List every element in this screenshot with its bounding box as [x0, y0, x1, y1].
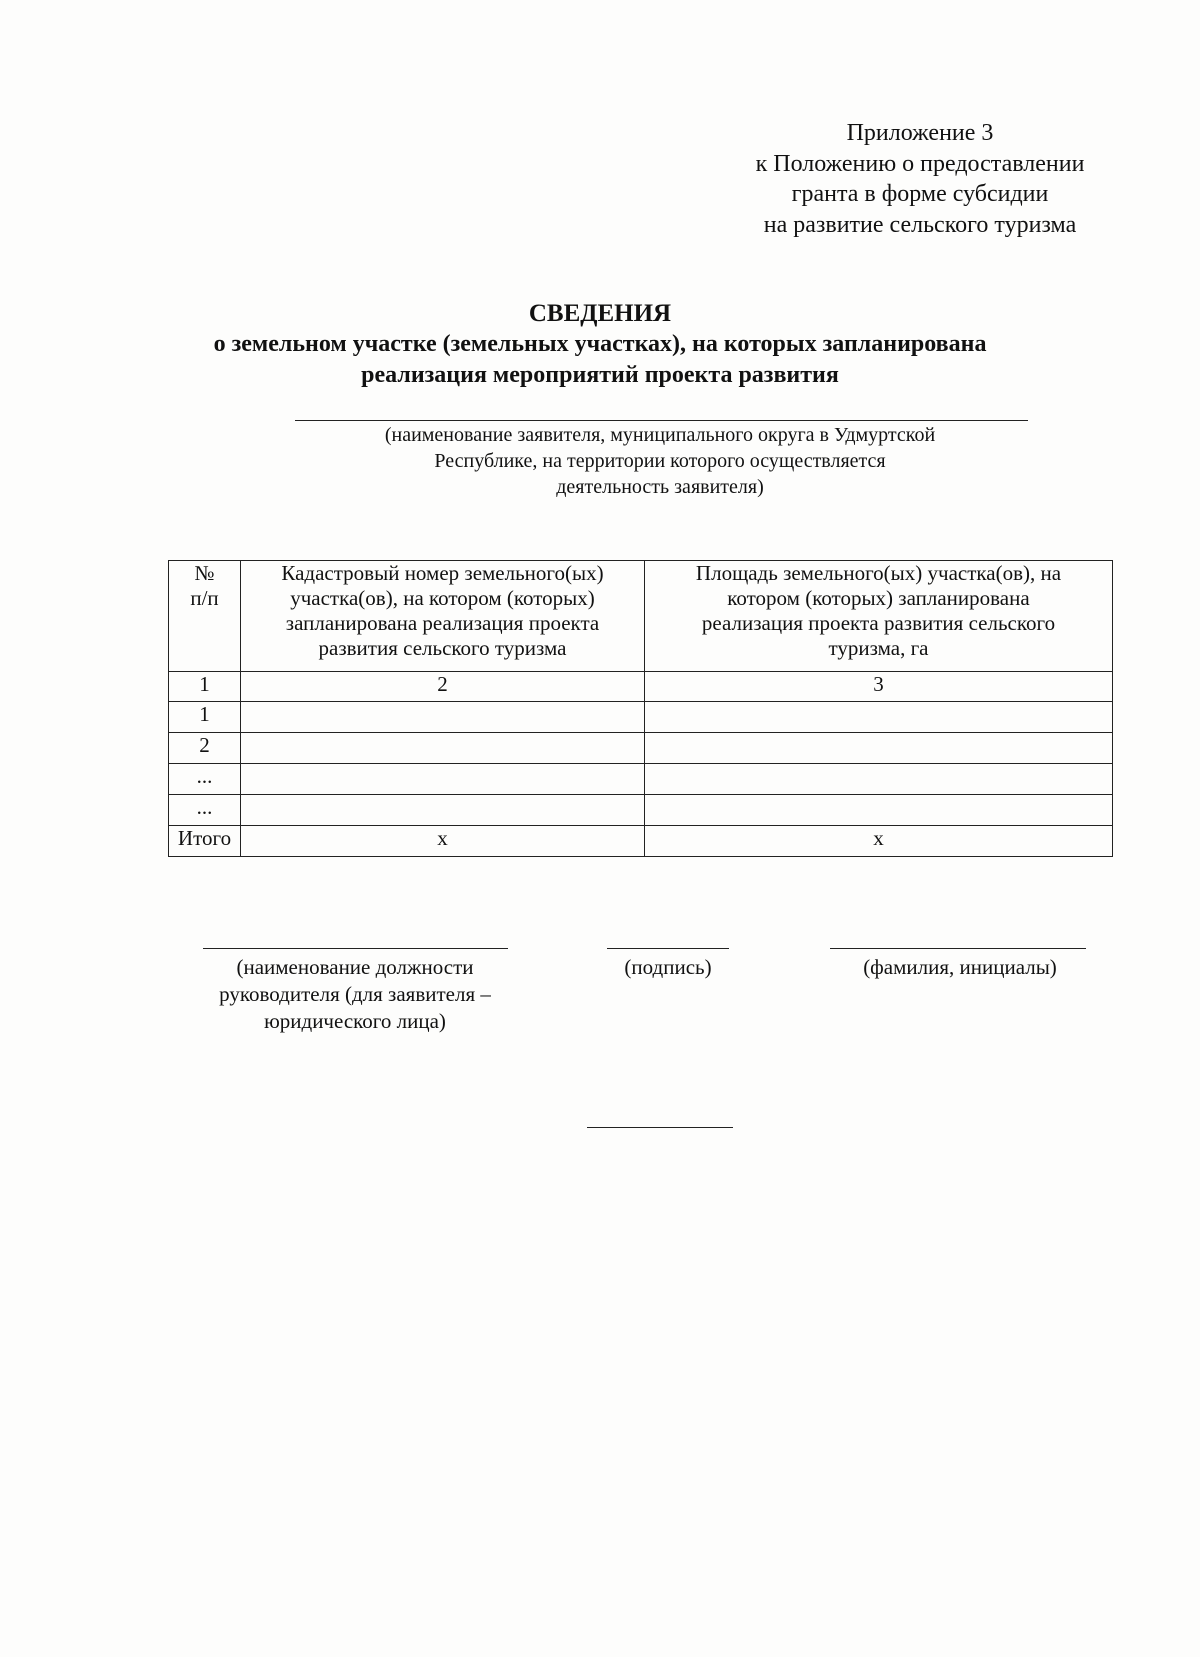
applicant-caption-line-2: Республике, на территории которого осуществляется: [434, 450, 886, 472]
table-cell: [645, 702, 1113, 733]
table-cell: 1: [169, 672, 241, 702]
total-area-cell: х: [645, 826, 1113, 857]
applicant-caption-line-1: (наименование заявителя, муниципального округа в Удмуртской: [384, 424, 936, 446]
name-caption: (фамилия, инициалы): [863, 955, 1057, 979]
appendix-line-3: гранта в форме субсидии: [791, 181, 1049, 207]
table-cell: 1: [169, 702, 241, 733]
header-number: № п/п: [169, 561, 241, 672]
table-cell: ...: [169, 764, 241, 795]
appendix-line-1: Приложение 3: [846, 120, 994, 146]
position-signature-line: [203, 948, 508, 949]
signature-caption: (подпись): [624, 955, 712, 979]
end-of-document-line: [587, 1127, 733, 1128]
header-area: Площадь земельного(ых) участка(ов), на котором (которых) запланирована реализация проекта развития сельского туризма, га: [645, 561, 1113, 672]
title-line-3: реализация мероприятий проекта развития: [361, 362, 839, 388]
table-cell: [645, 733, 1113, 764]
applicant-caption: [260, 422, 1060, 500]
table-cell: 3: [645, 672, 1113, 702]
applicant-blank-line: [295, 420, 1028, 421]
table-cell: ...: [169, 795, 241, 826]
table-cell: 2: [169, 733, 241, 764]
column-numbering-row: [169, 672, 1113, 702]
land-plots-table: [168, 560, 1113, 857]
table-row: [169, 733, 1113, 764]
table-row: [169, 795, 1113, 826]
table-row: [169, 764, 1113, 795]
table-total-row: [169, 826, 1113, 857]
title-line-2: о земельном участке (земельных участках), на которых запланирована: [213, 331, 987, 357]
table-header-row: [169, 561, 1113, 672]
total-cadastral-cell: х: [241, 826, 645, 857]
header-cadastral-number: Кадастровый номер земельного(ых) участка(ов), на котором (которых) запланирована реализация проекта развития сельского туризма: [241, 561, 645, 672]
applicant-caption-line-3: деятельность заявителя): [556, 476, 764, 498]
total-label: Итого: [169, 826, 241, 857]
table-cell: [241, 795, 645, 826]
table-cell: [645, 764, 1113, 795]
title-main: СВЕДЕНИЯ: [528, 300, 672, 327]
table-row: [169, 702, 1113, 733]
signature-line: [607, 948, 729, 949]
table-cell: [645, 795, 1113, 826]
appendix-line-2: к Положению о предоставлении: [755, 150, 1085, 177]
table-cell: [241, 702, 645, 733]
table-cell: [241, 764, 645, 795]
position-caption: (наименование должности руководителя (для заявителя – юридического лица): [219, 955, 491, 1033]
document-title: [150, 298, 1050, 391]
appendix-line-4: на развитие сельского туризма: [763, 211, 1077, 238]
table-cell: 2: [241, 672, 645, 702]
appendix-block: [700, 118, 1140, 240]
table-cell: [241, 733, 645, 764]
name-signature-line: [830, 948, 1086, 949]
